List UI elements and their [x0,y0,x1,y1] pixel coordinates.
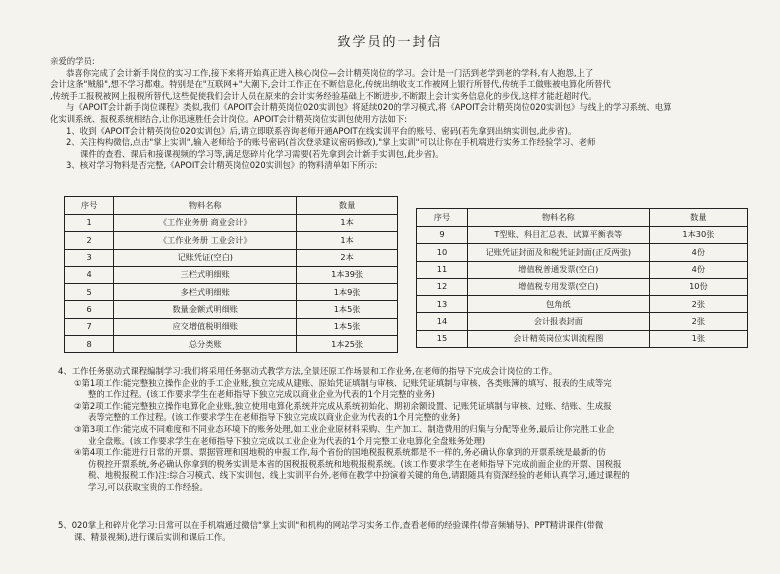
step-3: 3、核对学习物料是否完整,《APOIT会计精英岗位020实训包》的物料清单如下所示: [66,160,378,171]
salutation: 亲爱的学员: [50,56,95,66]
cell-qty: 1张 [649,330,747,347]
task-4-cont-2: 税、地税报税工作)注:综合习模式、线下实训包、线上实训平台外,老师在教学中扮演着关键的角色,请跟随具有资深经验的老师认真学习,通过课程的 [88,470,630,481]
cell-no: 11 [417,261,468,278]
cell-qty: 2本 [297,249,398,266]
table-row [417,313,748,330]
cell-name: 应交增值税明细账 [114,318,297,335]
task-4-cont-1: 仿税控开票系统,务必确认你拿到的税务实训是本省的国税报税系统和地税报税系统。(该工作要求学生在老师指导下完成前面企业的开票、国税报 [88,458,622,469]
page-title: 致学员的一封信 [337,35,443,50]
cell-name: 增值税专用发票(空白) [467,278,649,295]
table-row [65,232,398,249]
table-row [65,284,398,301]
table-row [65,266,398,283]
section-4-tasks [58,366,762,494]
step-2-cont: 课件的查看、课后和接课视频的学习等,满足您碎片化学习需要(若先拿到会计新手实训包,此步省)。 [80,148,444,159]
table-header-row [417,209,748,227]
cell-name: 包角纸 [467,296,649,313]
step-2: 2、关注构构微信,点击"掌上实训",输入老师给予的账号密码(首次登录建议密码修改),"掌上实训"可以让你在手机端进行实务工作经验学习、老师 [66,137,596,148]
cell-qty: 4份 [649,244,747,261]
table-row [417,330,748,347]
cell-no: 9 [417,227,468,244]
cell-no: 1 [65,215,114,232]
cell-name: 总分类账 [114,336,297,353]
cell-no: 13 [417,296,468,313]
intro-line-4: 与《APOIT会计新手岗位课程》类似,我们《APOIT会计精英岗位020实训包》将延续020的学习模式,将《APOIT会计精英岗位020实训包》与线上的学习系统、电算 [66,102,672,113]
task-1-cont: 整的工作过程。(该工作要求学生在老师指导下独立完成以商业企业为代表的1个月完整的业务) [88,389,435,400]
cell-qty: 2张 [649,296,747,313]
col-header-no: 序号 [65,197,114,215]
col-header-name: 物料名称 [467,209,649,227]
cell-name: 《工作业务册 工业会计》 [114,232,297,249]
table-row [65,318,398,335]
cell-qty: 1本 [297,232,398,249]
table-row [417,244,748,261]
cell-name: 会计精英岗位实训流程图 [467,330,649,347]
intro-line-2: 会计这条"贼船",想不学习都难。特别是在"互联网+"大潮下,会计工作正在不断信息化,传统出纳收支工作被网上银行所替代,传统手工做账被电算化所替代 [50,79,611,90]
table-row [65,215,398,232]
cell-name: 会计报表封面 [467,313,649,330]
cell-name: 三栏式明细账 [114,266,297,283]
step-1: 1、收到《APOIT会计精英岗位020实训包》后,请立即联系咨询老师开通APOIT在线实训平台的账号、密码(若先拿到出纳实训包,此步省)。 [66,125,577,136]
task-2-cont: 表等完整的工作过程。(该工作要求学生在老师指导下独立完成以商业企业为代表的1个月完整的业务) [88,412,460,423]
table-row [65,249,398,266]
materials-table-left [64,196,398,353]
cell-name: 多栏式明细账 [114,284,297,301]
cell-qty: 1本 [297,215,398,232]
cell-no: 14 [417,313,468,330]
section-5-line-2: 课、精景视频),进行课后实训和课后工作。 [74,531,231,542]
intro-line-3: ,传统手工报税被网上报税所替代,这些促使我们会计人员在原来的会计实务经验基础上不断进步,不断跟上会计实务信息化的步伐,这样才能赶超时代。 [50,90,597,101]
cell-qty: 2张 [649,313,747,330]
cell-name: 增值税普通发票(空白) [467,261,649,278]
section-5-mobile-learning [58,520,762,543]
cell-no: 4 [65,266,114,283]
cell-qty: 4份 [649,261,747,278]
letter-body [50,56,762,172]
cell-no: 3 [65,249,114,266]
cell-no: 2 [65,232,114,249]
task-1: ①第1项工作:能完整独立操作企业的手工企业账,独立完成从建账、原始凭证填制与审核、记账凭证填制与审核、各类账簿的填写、报表的生成等完 [74,377,612,388]
cell-qty: 1本5张 [297,301,398,318]
materials-table-right [416,208,748,348]
col-header-name: 物料名称 [114,197,297,215]
cell-no: 7 [65,318,114,335]
cell-name: 《工作业务册 商业会计》 [114,215,297,232]
cell-qty: 1本5张 [297,318,398,335]
cell-qty: 1本9张 [297,284,398,301]
task-4: ④第4项工作:能进行日常的开票、票据管理和国地税的申报工作,每个省份的国地税报税系统都是不一样的,务必确认你拿到的开票系统是最新的仿 [74,447,606,458]
cell-name: 数量金额式明细账 [114,301,297,318]
cell-qty: 10份 [649,278,747,295]
cell-no: 12 [417,278,468,295]
materials-tables [50,196,760,356]
cell-no: 10 [417,244,468,261]
section-5-line-1: 5、020掌上和碎片化学习:日常可以在手机端通过微信"掌上实训"和机构的网站学习实务工作,查看老师的经验课件(带音频辅导)、PPT精讲课件(带微 [58,520,604,530]
cell-no: 6 [65,301,114,318]
task-2: ②第2项工作:能完整独立操作电算化企业账,独立使用电算化系统并完成从系统初始化、期初余额设置、记账凭证填制与审核、过账、结账、生成报 [74,400,612,411]
cell-no: 15 [417,330,468,347]
table-row [65,301,398,318]
col-header-no: 序号 [417,209,468,227]
task-3: ③第3项工作:能完成不同难度和不同业态环境下的账务处理,如工业企业原材料采购、生产加工、制造费用的归集与分配等业务,最后让你完胜工业企 [74,423,615,434]
table-header-row [65,197,398,215]
table-row [417,296,748,313]
table-row [65,336,398,353]
cell-no: 8 [65,336,114,353]
cell-name: T型账、科目汇总表、试算平衡表等 [467,227,649,244]
cell-no: 5 [65,284,114,301]
cell-name: 记账凭证(空白) [114,249,297,266]
table-row [417,278,748,295]
intro-line-1: 恭喜你完成了会计新手岗位的实习工作,接下来将开始真正进入核心岗位—会计精英岗位的学习。会计是一门活到老学到老的学科,有人抱怨,上了 [66,67,594,78]
section-4-heading: 4、工作任务驱动式课程编制学习:我们将采用任务驱动式教学方法,全景还原工作场景和工作业务,在老师的指导下完成会计岗位的工作。 [58,366,558,376]
table-row [417,261,748,278]
col-header-qty: 数量 [297,197,398,215]
cell-qty: 1本25张 [297,336,398,353]
task-4-cont-3: 学习,可以获取宝贵的工作经验。 [88,481,208,492]
cell-name: 记账凭证封面及和税凭证封面(正反两张) [467,244,649,261]
task-3-cont: 业全盘账。(该工作要求学生在老师指导下独立完成以工业企业为代表的1个月完整工业电算化全盘账务处理) [88,435,486,446]
intro-line-5: 化实训系统、报税系统相结合,让你迅速胜任会计岗位。APOIT会计精英岗位实训包使用方法如下: [50,113,408,124]
cell-qty: 1本39张 [297,266,398,283]
table-row [417,227,748,244]
cell-qty: 1本30张 [649,227,747,244]
col-header-qty: 数量 [649,209,747,227]
